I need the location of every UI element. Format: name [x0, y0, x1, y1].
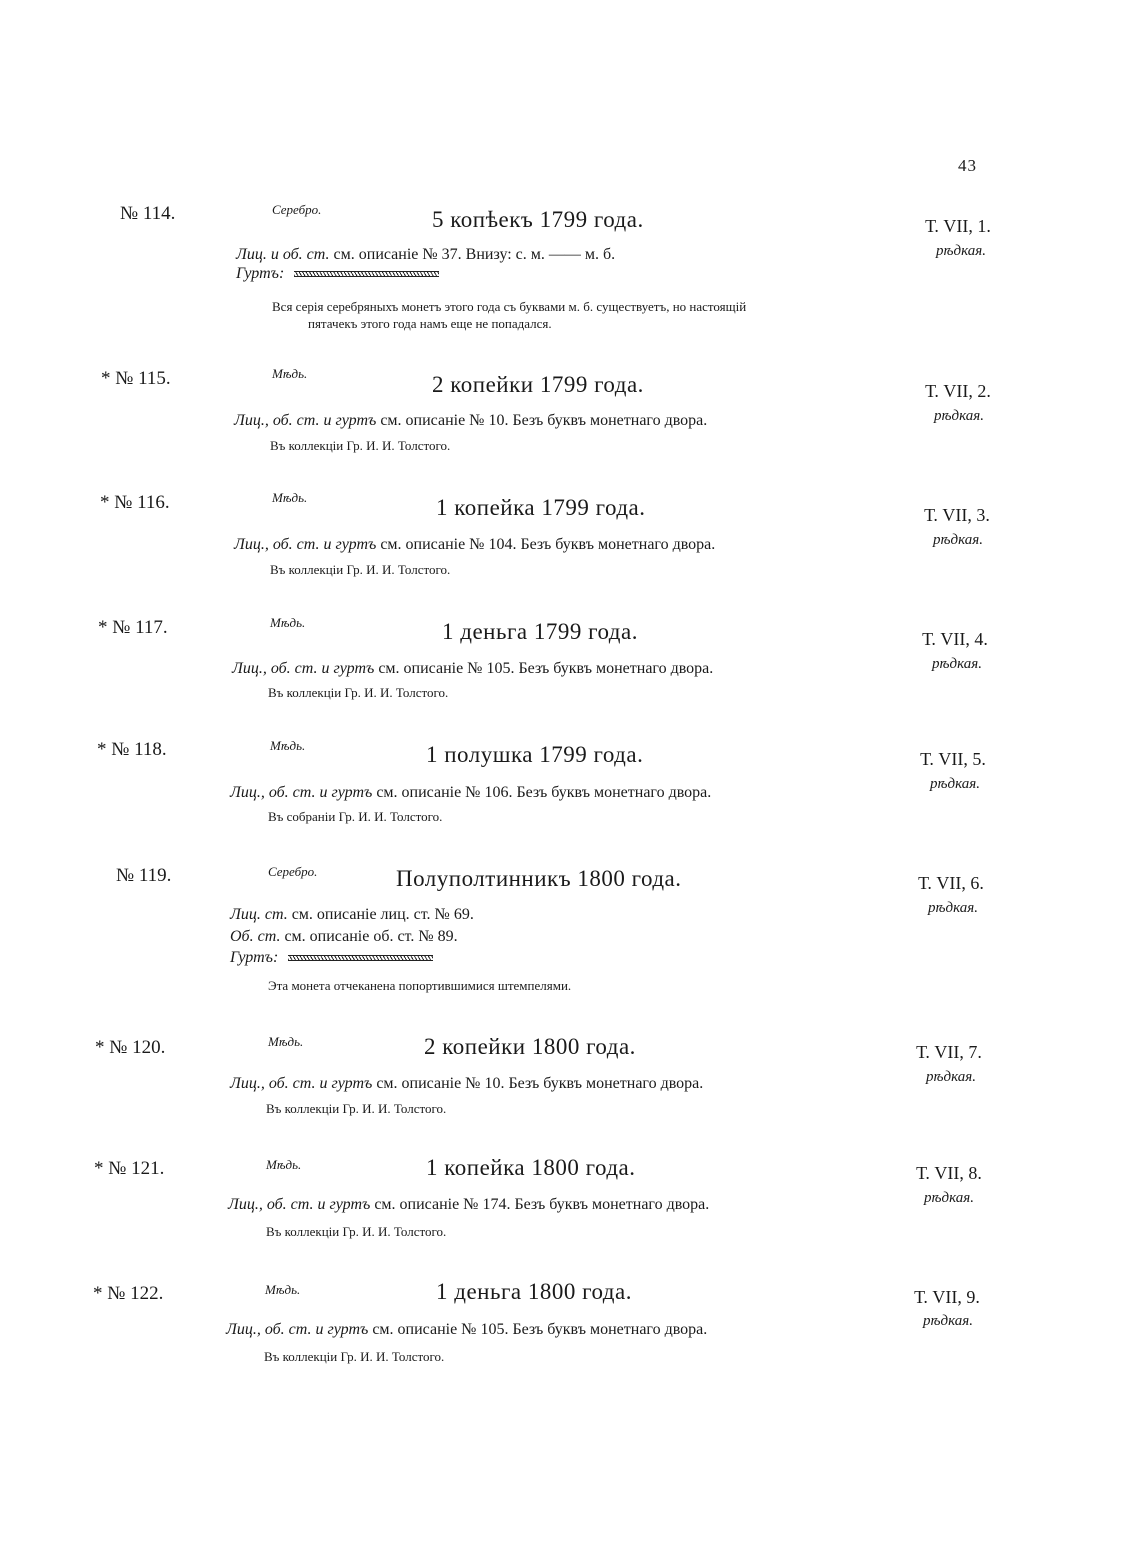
entry-rarity: рѣдкая. — [924, 1190, 974, 1206]
entry-metal: Мѣдь. — [272, 366, 308, 381]
entry-metal: Серебро. — [272, 202, 322, 217]
desc-text: см. описаніе № 104. Безъ буквъ монетнаго двора. — [376, 536, 716, 553]
entry-number: * № 122. — [93, 1283, 164, 1304]
entry-note: пятачекъ этого года намъ еще не попадался. — [308, 316, 552, 331]
desc-text: см. описаніе об. ст. № 89. — [280, 928, 458, 945]
desc-text: см. описаніе № 105. Безъ буквъ монетнаго двора. — [368, 1321, 708, 1338]
desc-text: см. описаніе № 174. Безъ буквъ монетнаго двора. — [370, 1196, 710, 1213]
entry-note: Въ коллекціи Гр. И. И. Толстого. — [270, 438, 451, 453]
entry-number: * № 117. — [98, 617, 168, 638]
edge-label: Гуртъ: — [236, 265, 285, 282]
entry-title: 2 копейки 1799 года. — [432, 372, 644, 397]
entry-rarity: рѣдкая. — [923, 1313, 973, 1329]
entry-rarity: рѣдкая. — [932, 656, 982, 672]
entry-number: * № 118. — [97, 739, 167, 760]
desc-text: см. описаніе лиц. ст. № 69. — [287, 906, 474, 923]
entry-description — [232, 660, 713, 678]
desc-italic: Лиц., об. ст. и гуртъ — [230, 784, 373, 801]
desc-italic: Лиц., об. ст. и гуртъ — [234, 412, 377, 429]
entry-description — [234, 536, 715, 554]
entry-plate: Т. VII, 7. — [916, 1042, 982, 1062]
entry-rarity: рѣдкая. — [936, 243, 986, 259]
entry-title: 5 копѣекъ 1799 года. — [432, 207, 644, 232]
entry-title: 1 копейка 1799 года. — [436, 495, 646, 520]
entry-number: * № 120. — [95, 1037, 166, 1058]
entry-title: 1 полушка 1799 года. — [426, 742, 644, 767]
entry-metal: Мѣдь. — [265, 1282, 301, 1297]
edge-row — [236, 265, 439, 283]
entry-rarity: рѣдкая. — [930, 776, 980, 792]
entry-note: Въ коллекціи Гр. И. И. Толстого. — [266, 1224, 447, 1239]
desc-text: см. описаніе № 10. Безъ буквъ монетнаго двора. — [372, 1075, 704, 1092]
entry-number: * № 121. — [94, 1158, 165, 1179]
entry-description — [230, 1075, 703, 1093]
entry-description — [228, 1196, 709, 1214]
desc-italic: Лиц., об. ст. и гуртъ — [232, 660, 375, 677]
entry-plate: Т. VII, 2. — [925, 381, 991, 401]
edge-row — [230, 949, 433, 967]
entry-number: № 119. — [116, 865, 172, 886]
edge-label: Гуртъ: — [230, 949, 279, 966]
page-number: 43 — [958, 156, 977, 175]
entry-description — [230, 784, 711, 802]
entry-title: 1 деньга 1799 года. — [442, 619, 638, 644]
desc-text: см. описаніе № 105. Безъ буквъ монетнаго двора. — [374, 660, 714, 677]
entry-plate: Т. VII, 5. — [920, 749, 986, 769]
entry-metal: Мѣдь. — [266, 1157, 302, 1172]
edge-pattern-icon — [288, 955, 433, 961]
desc-italic: Об. ст. — [230, 928, 281, 945]
entry-description — [226, 1321, 707, 1339]
desc-text: см. описаніе № 106. Безъ буквъ монетнаго двора. — [372, 784, 712, 801]
entry-rarity: рѣдкая. — [933, 532, 983, 548]
desc-text: см. описаніе № 37. Внизу: с. м. —— м. б. — [329, 246, 616, 263]
entry-rarity: рѣдкая. — [926, 1069, 976, 1085]
entry-plate: Т. VII, 1. — [925, 216, 991, 236]
entry-title: 1 копейка 1800 года. — [426, 1155, 636, 1180]
entry-title: Полуполтинникъ 1800 года. — [396, 866, 682, 891]
entry-plate: Т. VII, 9. — [914, 1287, 980, 1307]
entry-metal: Мѣдь. — [268, 1034, 304, 1049]
entry-plate: Т. VII, 8. — [916, 1163, 982, 1183]
entry-rarity: рѣдкая. — [928, 900, 978, 916]
entry-title: 2 копейки 1800 года. — [424, 1034, 636, 1059]
entry-note: Эта монета отчеканена попортившимися штемпелями. — [268, 978, 572, 993]
edge-pattern-icon — [294, 271, 439, 277]
entry-plate: Т. VII, 3. — [924, 505, 990, 525]
entry-note: Въ коллекціи Гр. И. И. Толстого. — [266, 1101, 447, 1116]
entry-note: Въ собраніи Гр. И. И. Толстого. — [268, 809, 443, 824]
entry-note: Въ коллекціи Гр. И. И. Толстого. — [270, 562, 451, 577]
entry-description — [236, 246, 615, 264]
entry-metal: Мѣдь. — [270, 615, 306, 630]
entry-title: 1 деньга 1800 года. — [436, 1279, 632, 1304]
desc-italic: Лиц., об. ст. и гуртъ — [226, 1321, 369, 1338]
desc-italic: Лиц. и об. ст. — [236, 246, 330, 263]
desc-italic: Лиц., об. ст. и гуртъ — [230, 1075, 373, 1092]
desc-italic: Лиц., об. ст. и гуртъ — [234, 536, 377, 553]
entry-description — [234, 412, 707, 430]
entry-note: Въ коллекціи Гр. И. И. Толстого. — [268, 685, 449, 700]
entry-description — [230, 928, 458, 946]
desc-italic: Лиц., об. ст. и гуртъ — [228, 1196, 371, 1213]
desc-text: см. описаніе № 10. Безъ буквъ монетнаго двора. — [376, 412, 708, 429]
entry-number: № 114. — [120, 203, 176, 224]
entry-note: Вся серія серебряныхъ монетъ этого года съ буквами м. б. существуетъ, но настоящій — [272, 299, 747, 314]
entry-description — [230, 906, 474, 924]
entry-note: Въ коллекціи Гр. И. И. Толстого. — [264, 1349, 445, 1364]
entry-plate: Т. VII, 6. — [918, 873, 984, 893]
entry-number: * № 115. — [101, 368, 171, 389]
entry-metal: Серебро. — [268, 864, 318, 879]
entry-metal: Мѣдь. — [270, 738, 306, 753]
desc-italic: Лиц. ст. — [230, 906, 288, 923]
entry-metal: Мѣдь. — [272, 490, 308, 505]
entry-number: * № 116. — [100, 492, 170, 513]
entry-plate: Т. VII, 4. — [922, 629, 988, 649]
entry-rarity: рѣдкая. — [934, 408, 984, 424]
